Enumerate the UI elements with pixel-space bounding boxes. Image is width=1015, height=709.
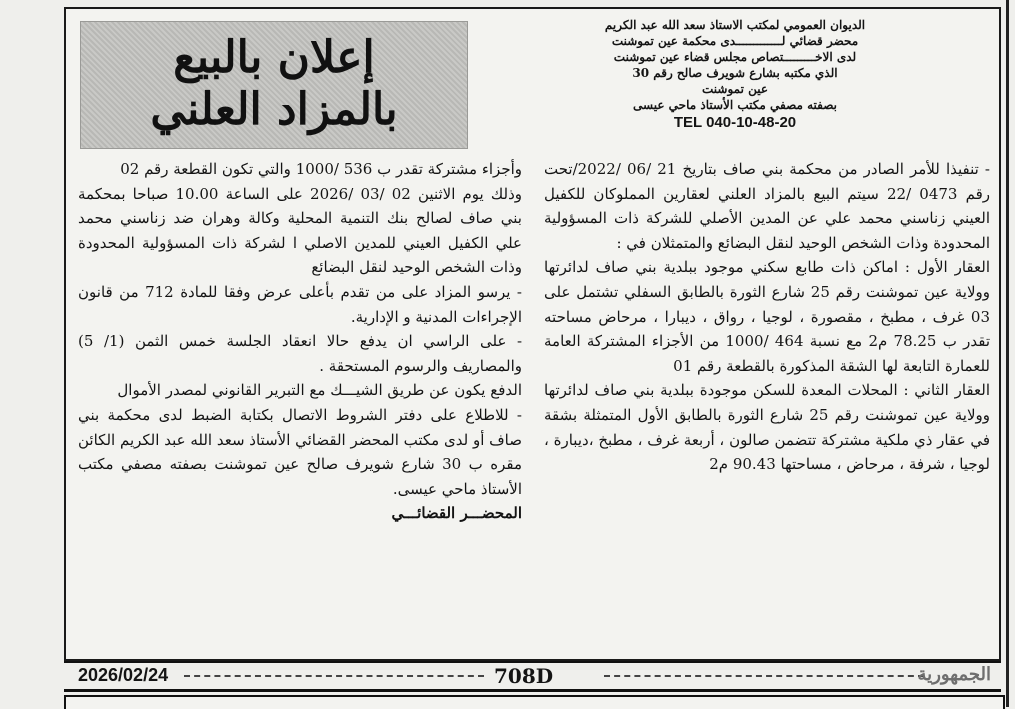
paragraph-cheque: الدفع يكون عن طريق الشيـــك مع التبرير القانوني لمصدر الأموال (117, 381, 522, 400)
left-column (78, 157, 522, 526)
publication-date: 2026/02/24 (78, 665, 169, 685)
paragraph-property-1: العقار الأول : اماكن ذات طابع سكني موجود ببلدية بني صاف لدائرتها وولاية عين تموشنت رقم 25 شارع الثورة بالطابق السفلي تشتمل على 03 غرف ، مطبخ ، مقصورة ، لوجيا ، رواق ، ديبارا ، مرحاض مساحته تقدر ب 78.25 م2 مع نسبة 464 /1000 من الأجزاء المشتركة العامة للعمارة التابعة لها الشقة المذكورة بالقطعة رقم 01 (544, 258, 991, 375)
office-line: الذي مكتبه بشارع شويرف صالح رقم 30 (632, 66, 838, 80)
paragraph-payment-fifth: - على الراسي ان يدفع حالا انعقاد الجلسة خمس الثمن (1/ 5) والمصاريف والرسوم المستحقة . (78, 332, 523, 375)
paragraph-property-2: العقار الثاني : المحلات المعدة للسكن موجودة ببلدية بني صاف لدائرتها وولاية عين تموشنت رقم 25 شارع الثورة بالطابق الأول المتمثلة بشقة في عقار ذي ملكية مشتركة تتضمن صالون ، أربعة غرف ، مطبخ ،ديبارة ، لوجيا ، شرفة ، مرحاض ، مساحتها 90.43 م2 (544, 381, 991, 474)
office-line: عين تموشنت (701, 82, 769, 96)
title-line-1: إعلان بالبيع (173, 32, 375, 83)
office-telephone: TEL 040-10-48-20 (673, 114, 797, 131)
right-column (544, 157, 990, 477)
paragraph-shares: وأجزاء مشتركة تقدر ب 536 /1000 والتي تكون القطعة رقم 02 (120, 160, 522, 178)
footer-divider-right (604, 675, 924, 677)
page-edge-rule (1006, 0, 1009, 707)
newspaper-brand: الجمهورية (917, 664, 991, 685)
announcement-frame (64, 7, 1001, 661)
office-line: بصفته مصفي مكتب الأستاذ ماحي عيسى (633, 98, 837, 112)
page-footer (64, 661, 1001, 692)
office-line: لدى الاخـــــــــتصاص مجلس قضاء عين تموشنت (613, 50, 857, 64)
office-line: محضر قضائي لـــــــــــــدى محكمة عين تموشنت (611, 34, 859, 48)
paragraph-order: - تنفيذا للأمر الصادر من محكمة بني صاف بتاريخ 21 /06 /2022/تحت رقم 0473 /22 سيتم البيع بالمزاد العلني لعقارين المملوكان للكفيل العيني زناسني محمد علي عن المدين الأصلي للشركة ذات المسؤولية المحدودة وذات الشخص الوحيد لنقل البضائع والمتمثلان في : (544, 160, 990, 252)
footer-divider-left (184, 675, 484, 677)
signature-row (78, 501, 522, 526)
title-line-2: بالمزاد العلني (150, 84, 398, 135)
paragraph-highest-bid: - يرسو المزاد على من تقدم بأعلى عرض وفقا للمادة 712 من قانون الإجراءات المدنية و الإدارية. (78, 282, 522, 326)
signature: المحضـــر القضائـــي (391, 504, 522, 523)
paragraph-conditions: - للاطلاع على دفتر الشروط الاتصال بكتابة الضبط لدى محكمة بني صاف أو لدى مكتب المحضر القضائي الأستاذ سعد الله عبد الكريم الكائن مقره ب 30 شارع شويرف صالح عين تموشنت بصفته مصفي مكتب الأستاذ ماحي عيسى. (78, 405, 523, 498)
office-line: الديوان العمومي لمكتب الاستاذ سعد الله عبد الكريم (604, 18, 866, 32)
title-banner (80, 21, 468, 149)
paragraph-auction-date: وذلك يوم الاثنين 02 /03 /2026 على الساعة 10.00 صباحا بمحكمة بني صاف لصالح بنك التنمية المحلية وكالة وهران ضد زناسني محمد علي الكفيل العيني للمدين الاصلي ا لشركة ذات المسؤولية المحدودة وذات الشخص الوحيد لنقل البضائع (78, 184, 523, 277)
page-code: 708D (494, 664, 554, 688)
office-header (476, 17, 994, 131)
